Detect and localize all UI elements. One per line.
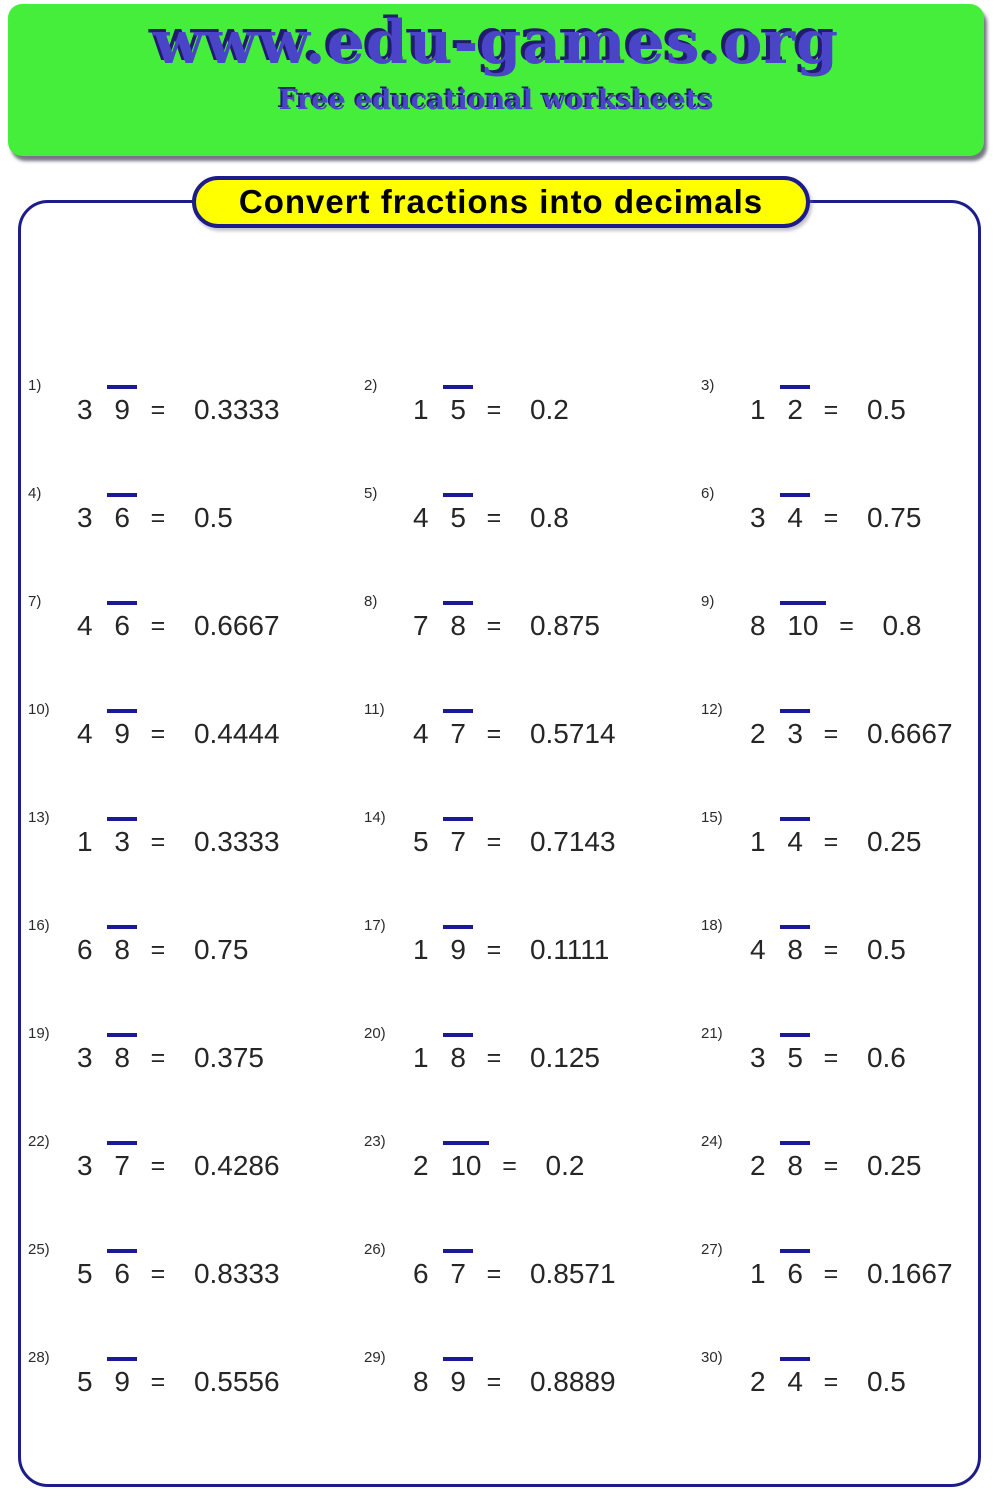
fraction <box>70 828 137 856</box>
fraction-numerator: 1 <box>750 826 766 857</box>
problem-number: 19) <box>28 1025 50 1042</box>
fraction-numerator: 4 <box>77 718 93 749</box>
fraction-denominator: 10 <box>780 601 825 641</box>
site-tagline: Free educational worksheets <box>278 85 714 116</box>
decimal-answer: 0.125 <box>529 1042 601 1073</box>
equals-sign: = <box>502 1151 517 1180</box>
problem-item <box>695 572 972 680</box>
equals-sign: = <box>150 1151 166 1180</box>
fraction <box>743 936 810 964</box>
fraction-denominator: 2 <box>780 385 810 425</box>
fraction <box>70 936 137 964</box>
fraction-denominator: 3 <box>107 817 137 857</box>
fraction-denominator: 6 <box>107 1249 137 1289</box>
fraction <box>70 1152 137 1180</box>
problem-item <box>695 680 972 788</box>
fraction-numerator: 2 <box>750 718 766 749</box>
decimal-answer: 0.8333 <box>193 1258 280 1289</box>
fraction <box>743 396 810 424</box>
fraction-numerator: 4 <box>413 718 429 749</box>
decimal-answer: 0.875 <box>529 610 601 641</box>
fraction-numerator: 3 <box>77 1150 93 1181</box>
problem-item <box>358 464 695 572</box>
decimal-answer: 0.5556 <box>193 1366 280 1397</box>
fraction-denominator: 6 <box>107 493 137 533</box>
problem-item <box>358 1328 695 1436</box>
equals-sign: = <box>486 611 502 640</box>
problems-grid <box>22 356 972 1436</box>
fraction <box>743 1368 810 1396</box>
equals-sign: = <box>823 1151 839 1180</box>
problem-item <box>358 1004 695 1112</box>
fraction <box>70 1260 137 1288</box>
equals-sign: = <box>486 1043 502 1072</box>
problem-number: 11) <box>364 701 385 718</box>
fraction-denominator: 5 <box>443 385 473 425</box>
problem-item <box>22 680 358 788</box>
fraction <box>743 1152 810 1180</box>
problem-number: 5) <box>364 485 378 502</box>
problem-item <box>695 788 972 896</box>
decimal-answer: 0.2 <box>529 394 569 425</box>
equals-sign: = <box>823 395 839 424</box>
problem-item <box>695 1112 972 1220</box>
decimal-answer: 0.5 <box>866 394 906 425</box>
problem-number: 9) <box>701 593 715 610</box>
worksheet-title-banner <box>192 176 810 228</box>
decimal-answer: 0.5 <box>193 502 233 533</box>
problem-number: 22) <box>28 1133 50 1150</box>
problem-item <box>358 1112 695 1220</box>
decimal-answer: 0.2 <box>545 1150 585 1181</box>
equals-sign: = <box>823 1259 839 1288</box>
equals-sign: = <box>150 611 166 640</box>
decimal-answer: 0.8571 <box>529 1258 616 1289</box>
problem-number: 26) <box>364 1241 386 1258</box>
equals-sign: = <box>823 1367 839 1396</box>
fraction <box>406 720 473 748</box>
fraction-numerator: 8 <box>413 1366 429 1397</box>
fraction-denominator: 6 <box>780 1249 810 1289</box>
fraction <box>406 1044 473 1072</box>
problem-number: 10) <box>28 701 50 718</box>
problem-number: 20) <box>364 1025 386 1042</box>
fraction <box>70 1044 137 1072</box>
equals-sign: = <box>150 1259 166 1288</box>
decimal-answer: 0.1111 <box>529 934 610 965</box>
equals-sign: = <box>839 611 854 640</box>
fraction-denominator: 7 <box>107 1141 137 1181</box>
fraction-numerator: 5 <box>77 1258 93 1289</box>
fraction <box>743 612 826 640</box>
problem-item <box>695 464 972 572</box>
problem-item <box>22 1328 358 1436</box>
equals-sign: = <box>150 719 166 748</box>
fraction-denominator: 9 <box>107 385 137 425</box>
fraction-numerator: 1 <box>413 1042 429 1073</box>
fraction-numerator: 1 <box>750 1258 766 1289</box>
problem-number: 27) <box>701 1241 723 1258</box>
decimal-answer: 0.6667 <box>193 610 280 641</box>
problem-number: 6) <box>701 485 715 502</box>
problem-number: 14) <box>364 809 386 826</box>
problem-number: 23) <box>364 1133 386 1150</box>
decimal-answer: 0.5 <box>866 1366 906 1397</box>
decimal-answer: 0.5 <box>866 934 906 965</box>
fraction-denominator: 9 <box>443 925 473 965</box>
fraction-numerator: 6 <box>413 1258 429 1289</box>
decimal-answer: 0.7143 <box>529 826 616 857</box>
decimal-answer: 0.1667 <box>866 1258 953 1289</box>
fraction-numerator: 3 <box>750 502 766 533</box>
fraction-numerator: 3 <box>750 1042 766 1073</box>
problem-item <box>358 788 695 896</box>
fraction <box>406 1260 473 1288</box>
fraction <box>406 936 473 964</box>
equals-sign: = <box>150 1043 166 1072</box>
decimal-answer: 0.3333 <box>193 826 280 857</box>
problem-item <box>358 356 695 464</box>
problem-number: 4) <box>28 485 42 502</box>
problem-number: 28) <box>28 1349 50 1366</box>
equals-sign: = <box>486 827 502 856</box>
fraction <box>406 396 473 424</box>
problem-number: 2) <box>364 377 378 394</box>
fraction-denominator: 5 <box>443 493 473 533</box>
fraction <box>406 504 473 532</box>
fraction-denominator: 8 <box>107 925 137 965</box>
fraction-numerator: 2 <box>413 1150 429 1181</box>
problem-number: 24) <box>701 1133 723 1150</box>
decimal-answer: 0.8 <box>529 502 569 533</box>
equals-sign: = <box>823 719 839 748</box>
equals-sign: = <box>486 719 502 748</box>
fraction-numerator: 6 <box>77 934 93 965</box>
problem-item <box>22 1220 358 1328</box>
problem-item <box>695 896 972 1004</box>
decimal-answer: 0.8 <box>882 610 922 641</box>
problem-item <box>22 356 358 464</box>
fraction <box>743 504 810 532</box>
fraction <box>743 828 810 856</box>
equals-sign: = <box>823 827 839 856</box>
decimal-answer: 0.4286 <box>193 1150 280 1181</box>
fraction-numerator: 5 <box>413 826 429 857</box>
equals-sign: = <box>150 503 166 532</box>
equals-sign: = <box>486 935 502 964</box>
fraction <box>406 828 473 856</box>
worksheet-title: Convert fractions into decimals <box>238 183 764 220</box>
problem-item <box>695 1328 972 1436</box>
fraction-denominator: 9 <box>443 1357 473 1397</box>
problem-item <box>22 464 358 572</box>
fraction-numerator: 1 <box>750 394 766 425</box>
fraction-denominator: 8 <box>780 1141 810 1181</box>
fraction <box>743 1044 810 1072</box>
fraction <box>70 504 137 532</box>
fraction <box>70 720 137 748</box>
problem-item <box>695 356 972 464</box>
fraction-denominator: 7 <box>443 709 473 749</box>
equals-sign: = <box>823 1043 839 1072</box>
decimal-answer: 0.4444 <box>193 718 280 749</box>
fraction-denominator: 8 <box>780 925 810 965</box>
equals-sign: = <box>823 503 839 532</box>
fraction-numerator: 7 <box>413 610 429 641</box>
decimal-answer: 0.25 <box>866 826 922 857</box>
fraction-numerator: 3 <box>77 502 93 533</box>
problem-number: 17) <box>364 917 386 934</box>
problem-item <box>695 1004 972 1112</box>
fraction-numerator: 1 <box>413 934 429 965</box>
problem-item <box>22 896 358 1004</box>
problem-number: 15) <box>701 809 723 826</box>
problem-item <box>22 788 358 896</box>
problem-number: 30) <box>701 1349 723 1366</box>
fraction <box>406 1368 473 1396</box>
decimal-answer: 0.6 <box>866 1042 906 1073</box>
fraction-numerator: 1 <box>413 394 429 425</box>
problem-number: 29) <box>364 1349 386 1366</box>
decimal-answer: 0.8889 <box>529 1366 616 1397</box>
fraction-numerator: 8 <box>750 610 766 641</box>
fraction <box>70 396 137 424</box>
decimal-answer: 0.75 <box>866 502 922 533</box>
equals-sign: = <box>486 395 502 424</box>
problem-number: 8) <box>364 593 378 610</box>
fraction-denominator: 3 <box>780 709 810 749</box>
site-header <box>8 4 984 156</box>
decimal-answer: 0.75 <box>193 934 249 965</box>
equals-sign: = <box>486 503 502 532</box>
fraction-denominator: 6 <box>107 601 137 641</box>
decimal-answer: 0.6667 <box>866 718 953 749</box>
fraction-denominator: 4 <box>780 1357 810 1397</box>
fraction-denominator: 10 <box>443 1141 488 1181</box>
decimal-answer: 0.5714 <box>529 718 616 749</box>
fraction <box>743 1260 810 1288</box>
problem-number: 3) <box>701 377 715 394</box>
fraction-numerator: 4 <box>77 610 93 641</box>
site-title: www.edu-games.org <box>152 8 840 78</box>
problem-item <box>22 1004 358 1112</box>
problem-item <box>695 1220 972 1328</box>
fraction-numerator: 3 <box>77 1042 93 1073</box>
fraction-denominator: 7 <box>443 1249 473 1289</box>
fraction <box>70 612 137 640</box>
problem-number: 1) <box>28 377 42 394</box>
problem-number: 13) <box>28 809 50 826</box>
problem-item <box>358 1220 695 1328</box>
fraction-denominator: 9 <box>107 1357 137 1397</box>
problem-number: 12) <box>701 701 723 718</box>
equals-sign: = <box>150 395 166 424</box>
decimal-answer: 0.375 <box>193 1042 265 1073</box>
problem-number: 16) <box>28 917 50 934</box>
equals-sign: = <box>486 1367 502 1396</box>
problem-number: 25) <box>28 1241 50 1258</box>
fraction-numerator: 3 <box>77 394 93 425</box>
equals-sign: = <box>150 1367 166 1396</box>
problem-number: 18) <box>701 917 723 934</box>
problem-number: 21) <box>701 1025 723 1042</box>
problem-item <box>358 572 695 680</box>
problem-item <box>22 1112 358 1220</box>
fraction-denominator: 8 <box>107 1033 137 1073</box>
equals-sign: = <box>150 935 166 964</box>
fraction-denominator: 4 <box>780 493 810 533</box>
problem-number: 7) <box>28 593 42 610</box>
fraction-denominator: 4 <box>780 817 810 857</box>
fraction <box>743 720 810 748</box>
fraction <box>70 1368 137 1396</box>
fraction-numerator: 4 <box>750 934 766 965</box>
fraction-numerator: 2 <box>750 1366 766 1397</box>
fraction-denominator: 8 <box>443 601 473 641</box>
fraction-numerator: 4 <box>413 502 429 533</box>
fraction-denominator: 9 <box>107 709 137 749</box>
equals-sign: = <box>486 1259 502 1288</box>
problem-item <box>358 896 695 1004</box>
problem-item <box>358 680 695 788</box>
fraction-numerator: 5 <box>77 1366 93 1397</box>
equals-sign: = <box>150 827 166 856</box>
decimal-answer: 0.25 <box>866 1150 922 1181</box>
fraction-denominator: 5 <box>780 1033 810 1073</box>
fraction <box>406 612 473 640</box>
fraction-numerator: 2 <box>750 1150 766 1181</box>
decimal-answer: 0.3333 <box>193 394 280 425</box>
fraction-denominator: 8 <box>443 1033 473 1073</box>
fraction-denominator: 7 <box>443 817 473 857</box>
equals-sign: = <box>823 935 839 964</box>
fraction-numerator: 1 <box>77 826 93 857</box>
problem-item <box>22 572 358 680</box>
fraction <box>406 1152 489 1180</box>
